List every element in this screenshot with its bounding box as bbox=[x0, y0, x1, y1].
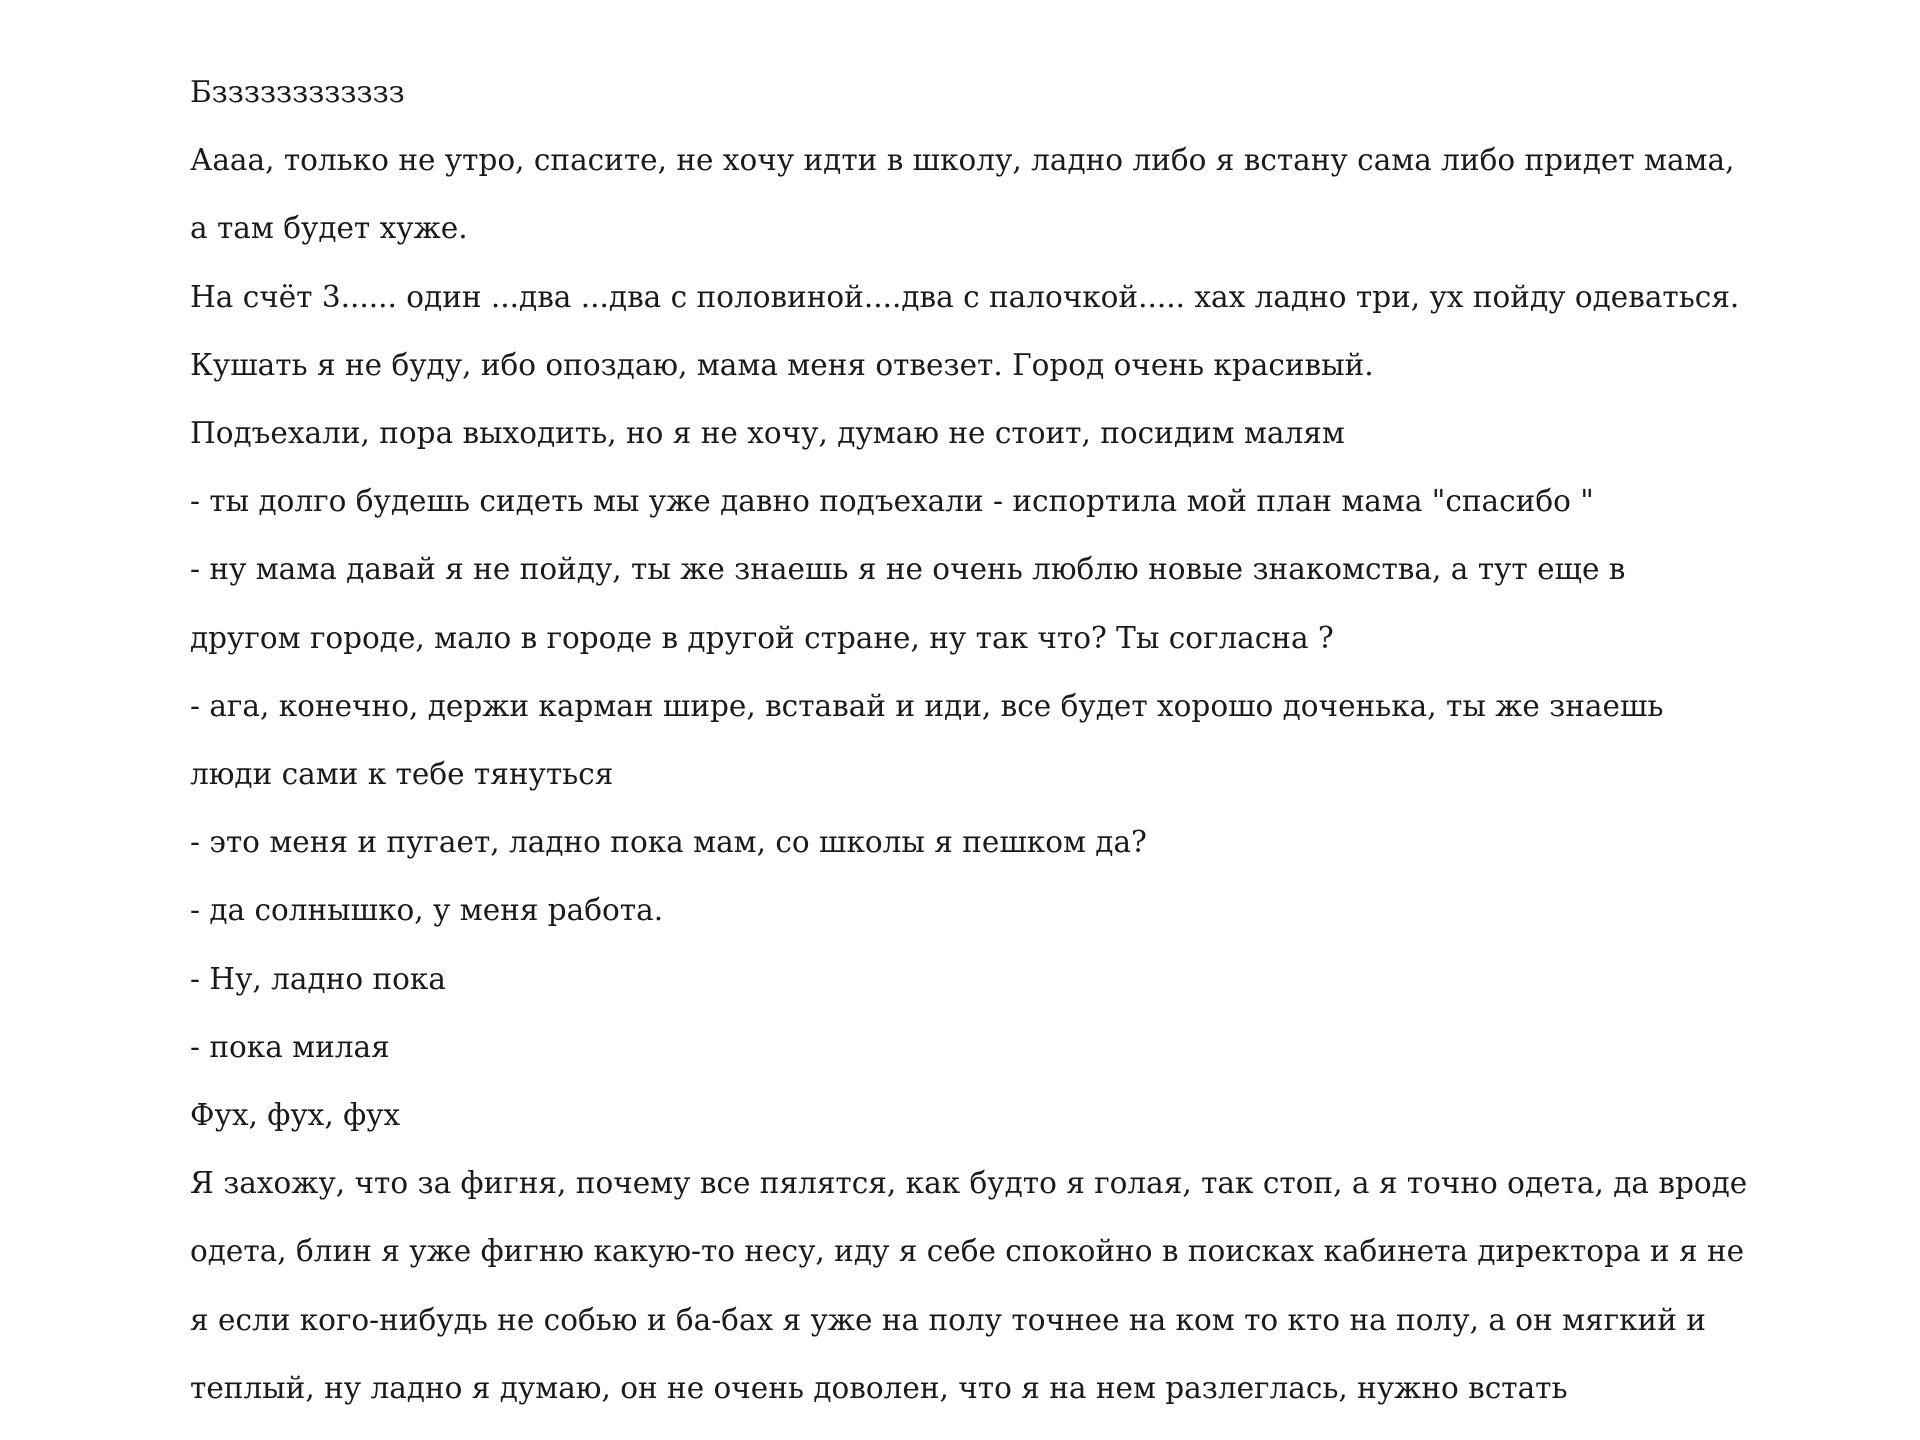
text-line-5: Кушать я не буду, ибо опоздаю, мама меня отвезет. Город очень красивый. bbox=[190, 347, 1374, 382]
text-line-20: теплый, ну ладно я думаю, он не очень доволен, что я на нем разлеглась, нужно встать bbox=[190, 1370, 1568, 1405]
text-line-17: Я захожу, что за фигня, почему все пялятся, как будто я голая, так стоп, а я точно одета, да вроде bbox=[190, 1166, 1748, 1201]
document-body bbox=[190, 58, 1790, 1422]
text-line-9: другом городе, мало в городе в другой стране, ну так что? Ты согласна ? bbox=[190, 620, 1334, 655]
text-line-2: Аааа, только не утро, спасите, не хочу идти в школу, ладно либо я встану сама либо придет мама, bbox=[190, 143, 1735, 178]
text-line-18: одета, блин я уже фигню какую-то несу, иду я себе спокойно в поисках кабинета директора и я не bbox=[190, 1234, 1745, 1269]
text-line-16: Фух, фух, фух bbox=[190, 1098, 401, 1133]
text-line-8: - ну мама давай я не пойду, ты же знаешь я не очень люблю новые знакомства, а тут еще в bbox=[190, 552, 1626, 587]
text-line-1: Бзззззззззззз bbox=[190, 75, 405, 109]
text-line-19: я если кого-нибудь не собью и ба-бах я уже на полу точнее на ком то кто на полу, а он мягкий и bbox=[190, 1302, 1706, 1337]
text-line-3: а там будет хуже. bbox=[190, 211, 468, 246]
text-line-10: - ага, конечно, держи карман шире, вставай и иди, все будет хорошо доченька, ты же знаешь bbox=[190, 688, 1664, 723]
text-line-6: Подъехали, пора выходить, но я не хочу, думаю не стоит, посидим малям bbox=[190, 416, 1345, 451]
text-line-11: люди сами к тебе тянуться bbox=[190, 757, 614, 792]
text-line-13: - да солнышко, у меня работа. bbox=[190, 893, 664, 928]
text-line-7: - ты долго будешь сидеть мы уже давно подъехали - испортила мой план мама "спасибо " bbox=[190, 484, 1594, 519]
text-line-4: На счёт 3...... один ...два ...два с половиной....два с палочкой..... хах ладно три, ух пойду одеваться. bbox=[190, 279, 1740, 314]
text-line-12: - это меня и пугает, ладно пока мам, со школы я пешком да? bbox=[190, 825, 1147, 860]
text-line-14: - Ну, ладно пока bbox=[190, 961, 446, 996]
text-line-15: - пока милая bbox=[190, 1029, 390, 1064]
